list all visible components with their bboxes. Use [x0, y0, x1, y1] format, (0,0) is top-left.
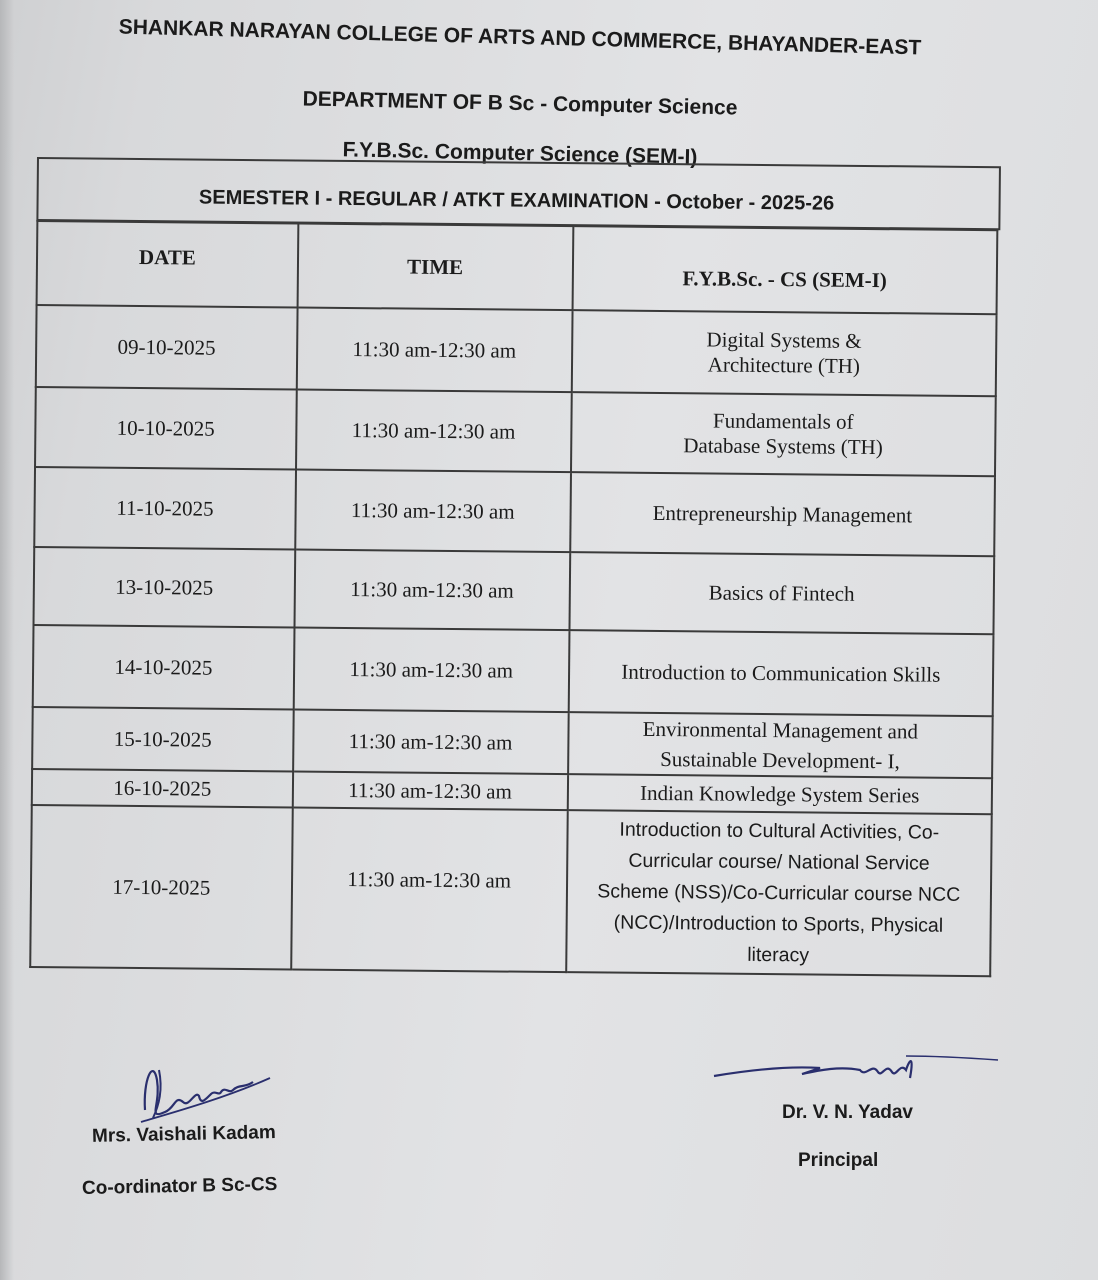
exam-date: 11-10-2025 — [34, 467, 295, 549]
subject-line: Curricular course/ National Service — [628, 849, 930, 875]
exam-title: SEMESTER I - REGULAR / ATKT EXAMINATION - October - 2025-26 — [198, 186, 835, 215]
coordinator-role: Co-ordinator B Sc-CS — [81, 1173, 278, 1200]
timetable-grid — [29, 220, 998, 977]
subject-line: Database Systems (TH) — [683, 433, 883, 460]
date-column-header: DATE — [37, 221, 298, 307]
principal-signature — [710, 1048, 1000, 1088]
exam-time: 11:30 am-12:30 am — [295, 469, 571, 552]
exam-subject: Introduction to Communication Skills — [568, 630, 993, 716]
subject-line: Scheme (NSS)/Co-Curricular course NCC — [597, 879, 961, 906]
college-name: SHANKAR NARAYAN COLLEGE OF ARTS AND COMMERCE, BHAYANDER-EAST — [118, 15, 922, 60]
exam-subject — [571, 392, 996, 476]
table-row — [36, 305, 997, 396]
principal-name: Dr. V. N. Yadav — [782, 1102, 913, 1123]
table-row — [35, 387, 996, 476]
exam-date: 10-10-2025 — [35, 387, 296, 469]
exam-subject: Indian Knowledge System Series — [567, 774, 992, 814]
exam-date: 17-10-2025 — [30, 805, 292, 969]
subject-line: literacy — [747, 943, 810, 966]
header-row — [37, 221, 998, 314]
table-row — [34, 467, 995, 556]
table-row — [30, 805, 992, 976]
table-row — [32, 707, 993, 778]
exam-subject — [568, 712, 993, 778]
subject-line: Sustainable Development- I, — [660, 747, 900, 774]
page-edge-shadow — [0, 0, 14, 1280]
subject-line: Digital Systems & — [706, 327, 862, 353]
exam-date: 09-10-2025 — [36, 305, 297, 389]
subject-line: Environmental Management and — [642, 716, 919, 744]
exam-date: 16-10-2025 — [32, 769, 293, 808]
table-row — [34, 547, 995, 634]
exam-time: 11:30 am-12:30 am — [296, 390, 572, 473]
subject-line: Architecture (TH) — [707, 352, 861, 378]
exam-time: 11:30 am-12:30 am — [294, 549, 570, 630]
exam-subject — [571, 310, 996, 396]
time-column-header: TIME — [297, 224, 573, 311]
exam-date: 13-10-2025 — [34, 547, 295, 627]
exam-subject — [566, 810, 992, 976]
exam-date: 15-10-2025 — [32, 707, 293, 771]
exam-time: 11:30 am-12:30 am — [293, 627, 569, 712]
subject-line: (NCC)/Introduction to Sports, Physical — [613, 911, 944, 937]
exam-subject: Entrepreneurship Management — [570, 472, 995, 556]
exam-time: 11:30 am-12:30 am — [291, 807, 567, 972]
exam-timetable — [29, 157, 1001, 986]
department-name: DEPARTMENT OF B Sc - Computer Science — [302, 87, 738, 120]
exam-time: 11:30 am-12:30 am — [293, 709, 568, 774]
exam-time: 11:30 am-12:30 am — [292, 771, 567, 810]
subject-line: Introduction to Cultural Activities, Co- — [619, 818, 940, 844]
exam-subject: Basics of Fintech — [569, 552, 994, 634]
class-name: F.Y.B.Sc. Computer Science (SEM-I) — [342, 138, 698, 169]
exam-time: 11:30 am-12:30 am — [296, 308, 572, 393]
subject-column-header: F.Y.B.Sc. - CS (SEM-I) — [572, 226, 997, 314]
principal-role: Principal — [798, 1150, 879, 1171]
subject-line: Fundamentals of — [712, 408, 854, 434]
coordinator-name: Mrs. Vaishali Kadam — [91, 1122, 276, 1147]
coordinator-signature — [135, 1050, 285, 1130]
table-row — [33, 625, 994, 716]
exam-date: 14-10-2025 — [33, 625, 294, 709]
